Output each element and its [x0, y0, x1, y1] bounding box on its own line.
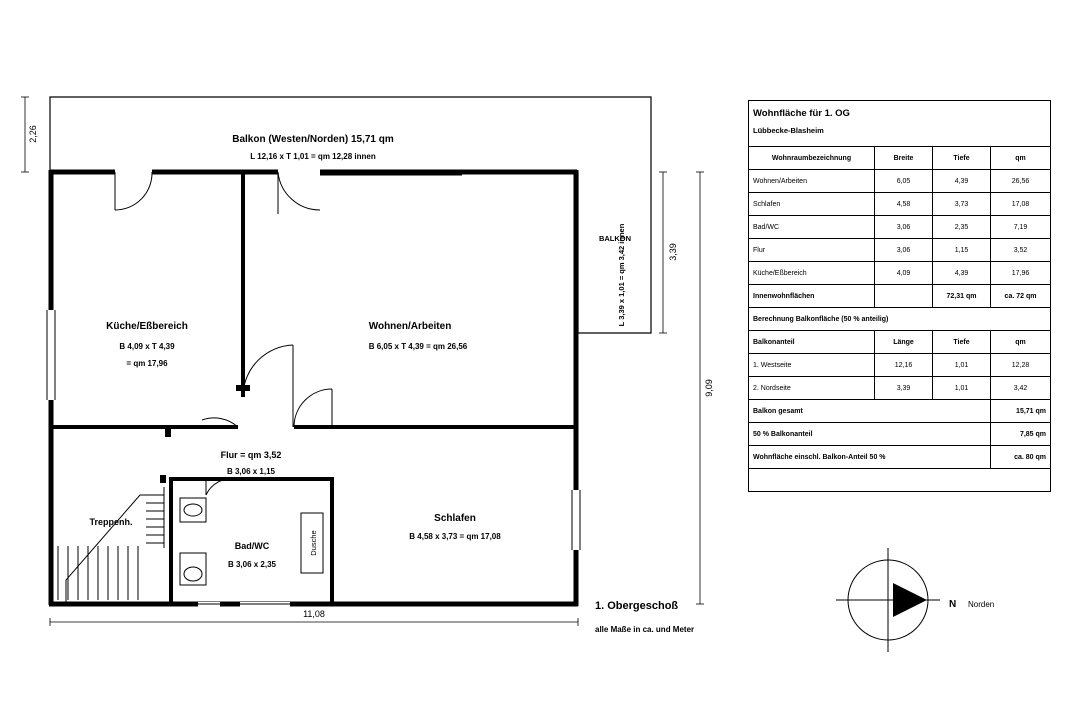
dim-top-left: 2,26	[28, 125, 38, 143]
row-room: Bad/WC	[749, 216, 875, 239]
compass-label: Norden	[968, 600, 995, 609]
header-area: qm	[991, 147, 1051, 170]
stairs-name: Treppenh.	[89, 517, 133, 527]
row-room: Wohnen/Arbeiten	[749, 170, 875, 193]
balcony-title: Balkon (Westen/Norden) 15,71 qm	[232, 134, 394, 145]
dim-right-balcony: 3,39	[668, 243, 678, 261]
row-room: Schlafen	[749, 193, 875, 216]
compass-icon	[836, 548, 940, 652]
bedroom-dims: B 4,58 x 3,73 = qm 17,08	[409, 532, 501, 541]
living-dims: B 6,05 x T 4,39 = qm 26,56	[368, 342, 468, 351]
bedroom-name: Schlafen	[434, 513, 476, 524]
header-room: Wohnraumbezeichnung	[749, 147, 875, 170]
table-row	[749, 239, 1051, 262]
row-area: 26,56	[991, 170, 1051, 193]
row-depth: 4,39	[933, 262, 991, 285]
dim-right-total: 9,09	[704, 379, 714, 397]
table-row	[749, 262, 1051, 285]
balcony-part: 2. Nordseite	[749, 377, 875, 400]
table-subtitle: Lübbecke-Blasheim	[753, 126, 824, 135]
total-value: 72,31 qm	[933, 285, 991, 308]
hall-dims: B 3,06 x 1,15	[226, 467, 276, 476]
row-area: 17,96	[991, 262, 1051, 285]
balcony-total-row	[749, 400, 1051, 423]
balcony-half-label: 50 % Balkonanteil	[749, 423, 991, 446]
balcony-header-part: Balkonanteil	[749, 331, 875, 354]
row-room: Küche/Eßbereich	[749, 262, 875, 285]
table-row	[749, 193, 1051, 216]
balcony-side-dims: L 3,39 x 1,01 = qm 3,42 innen	[617, 223, 626, 327]
staircase	[58, 487, 164, 602]
kitchen-dims: B 4,09 x T 4,39	[119, 342, 175, 351]
balcony-length: 12,16	[875, 354, 933, 377]
row-width: 4,09	[875, 262, 933, 285]
balcony-half-value: 7,85 qm	[991, 423, 1051, 446]
balcony-depth: 1,01	[933, 354, 991, 377]
balcony-calc-label: Berechnung Balkonfläche (50 % anteilig)	[749, 308, 1051, 331]
row-room: Flur	[749, 239, 875, 262]
kitchen-area: = qm 17,96	[126, 359, 168, 368]
toilet-icon	[180, 498, 206, 522]
shower-label: Dusche	[309, 530, 318, 556]
compass-letter: N	[949, 599, 957, 610]
header-width: Breite	[875, 147, 933, 170]
balcony-outline	[50, 97, 651, 333]
row-area: 3,52	[991, 239, 1051, 262]
total-row	[749, 285, 1051, 308]
bath-dims: B 3,06 x 2,35	[227, 560, 277, 569]
total-empty	[875, 285, 933, 308]
area-table	[748, 100, 1051, 492]
header-depth: Tiefe	[933, 147, 991, 170]
row-depth: 3,73	[933, 193, 991, 216]
row-depth: 1,15	[933, 239, 991, 262]
row-depth: 4,39	[933, 170, 991, 193]
balcony-header-area: qm	[991, 331, 1051, 354]
balcony-total-value: 15,71 qm	[991, 400, 1051, 423]
table-header-row	[749, 147, 1051, 170]
dimension-lines	[21, 97, 704, 626]
final-label: Wohnfläche einschl. Balkon-Anteil 50 %	[749, 446, 991, 469]
sink-icon	[180, 553, 206, 585]
table-row	[749, 216, 1051, 239]
table-title: Wohnfläche für 1. OG	[753, 108, 850, 119]
balcony-total-label: Balkon gesamt	[749, 400, 991, 423]
row-area: 7,19	[991, 216, 1051, 239]
table-title-row	[749, 101, 1051, 147]
balcony-calc-row	[749, 308, 1051, 331]
row-width: 6,05	[875, 170, 933, 193]
row-depth: 2,35	[933, 216, 991, 239]
row-width: 4,58	[875, 193, 933, 216]
row-width: 3,06	[875, 239, 933, 262]
total-label: Innenwohnflächen	[749, 285, 875, 308]
final-value: ca. 80 qm	[991, 446, 1051, 469]
row-width: 3,06	[875, 216, 933, 239]
balcony-area: 12,28	[991, 354, 1051, 377]
final-row	[749, 446, 1051, 469]
balcony-header-length: Länge	[875, 331, 933, 354]
floor-title: 1. Obergeschoß	[595, 600, 679, 612]
door-swings	[115, 172, 332, 495]
balcony-row	[749, 377, 1051, 400]
empty-cell	[749, 469, 1051, 492]
row-area: 17,08	[991, 193, 1051, 216]
bath-name: Bad/WC	[234, 541, 270, 551]
balcony-depth: 1,01	[933, 377, 991, 400]
living-name: Wohnen/Arbeiten	[368, 321, 452, 332]
balcony-length: 3,39	[875, 377, 933, 400]
balcony-side-label: BALKON	[598, 234, 632, 243]
balcony-header-depth: Tiefe	[933, 331, 991, 354]
table-row	[749, 170, 1051, 193]
dim-bottom: 11,08	[303, 609, 325, 619]
floor-note: alle Maße in ca. und Meter	[595, 625, 695, 634]
balcony-header-row	[749, 331, 1051, 354]
balcony-part: 1. Westseite	[749, 354, 875, 377]
balcony-dims: L 12,16 x T 1,01 = qm 12,28 innen	[250, 152, 376, 161]
hall-name: Flur = qm 3,52	[220, 450, 282, 460]
balcony-row	[749, 354, 1051, 377]
kitchen-name: Küche/Eßbereich	[106, 321, 188, 332]
balcony-area: 3,42	[991, 377, 1051, 400]
empty-row	[749, 469, 1051, 492]
balcony-half-row	[749, 423, 1051, 446]
total-approx: ca. 72 qm	[991, 285, 1051, 308]
